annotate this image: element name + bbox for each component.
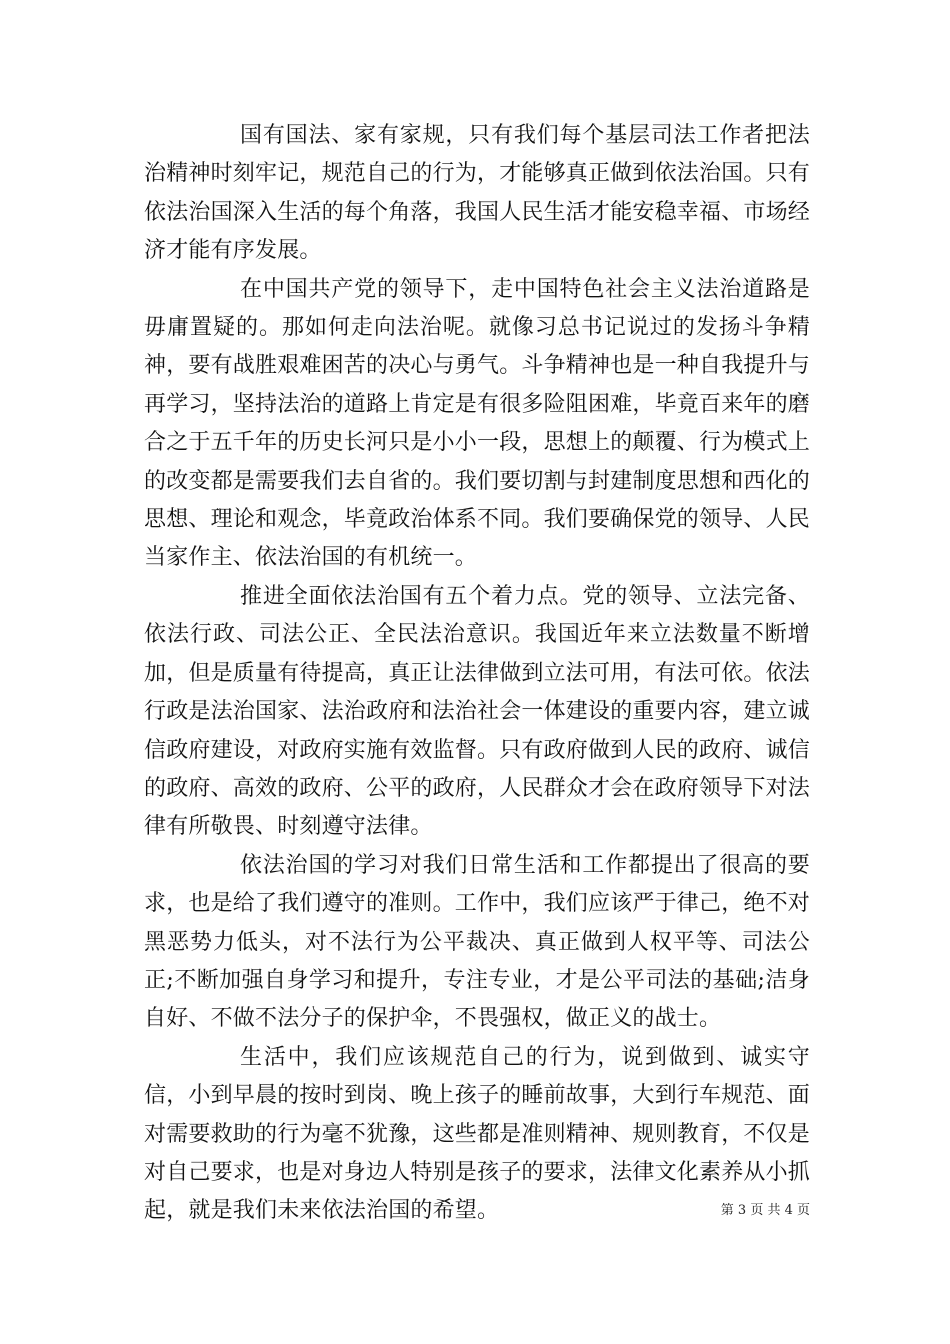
document-body — [144, 117, 810, 1231]
paragraph: 在中国共产党的领导下，走中国特色社会主义法治道路是毋庸置疑的。那如何走向法治呢。就像习总书记说过的发扬斗争精神，要有战胜艰难困苦的决心与勇气。斗争精神也是一种自我提升与再学习，坚持法治的道路上肯定是有很多险阻困难，毕竟百来年的磨合之于五千年的历史长河只是小小一段，思想上的颠覆、行为模式上的改变都是需要我们去自省的。我们要切割与封建制度思想和西化的思想、理论和观念，毕竟政治体系不同。我们要确保党的领导、人民当家作主、依法治国的有机统一。 — [144, 276, 811, 571]
paragraph: 生活中，我们应该规范自己的行为，说到做到、诚实守信，小到早晨的按时到岗、晚上孩子的睡前故事，大到行车规范、面对需要救助的行为毫不犹豫，这些都是准则精神、规则教育，不仅是对自己要求，也是对身边人特别是孩子的要求，法律文化素养从小抓起，就是我们未来依法治国的希望。 — [144, 1044, 811, 1224]
paragraph: 国有国法、家有家规，只有我们每个基层司法工作者把法治精神时刻牢记，规范自己的行为，才能够真正做到依法治国。只有依法治国深入生活的每个角落，我国人民生活才能安稳幸福、市场经济才能有序发展。 — [144, 123, 811, 264]
paragraph: 推进全面依法治国有五个着力点。党的领导、立法完备、依法行政、司法公正、全民法治意识。我国近年来立法数量不断增加，但是质量有待提高，真正让法律做到立法可用，有法可依。依法行政是法治国家、法治政府和法治社会一体建设的重要内容，建立诚信政府建设，对政府实施有效监督。只有政府做到人民的政府、诚信的政府、高效的政府、公平的政府，人民群众才会在政府领导下对法律有所敬畏、时刻遵守法律。 — [144, 583, 811, 840]
page-number-footer: 第 3 页 共 4 页 — [720, 1203, 810, 1218]
paragraph: 依法治国的学习对我们日常生活和工作都提出了很高的要求，也是给了我们遵守的准则。工作中，我们应该严于律己，绝不对黑恶势力低头，对不法行为公平裁决、真正做到人权平等、司法公正;不断加强自身学习和提升，专注专业，才是公平司法的基础;洁身自好、不做不法分子的保护伞，不畏强权，做正义的战士。 — [144, 852, 811, 1032]
